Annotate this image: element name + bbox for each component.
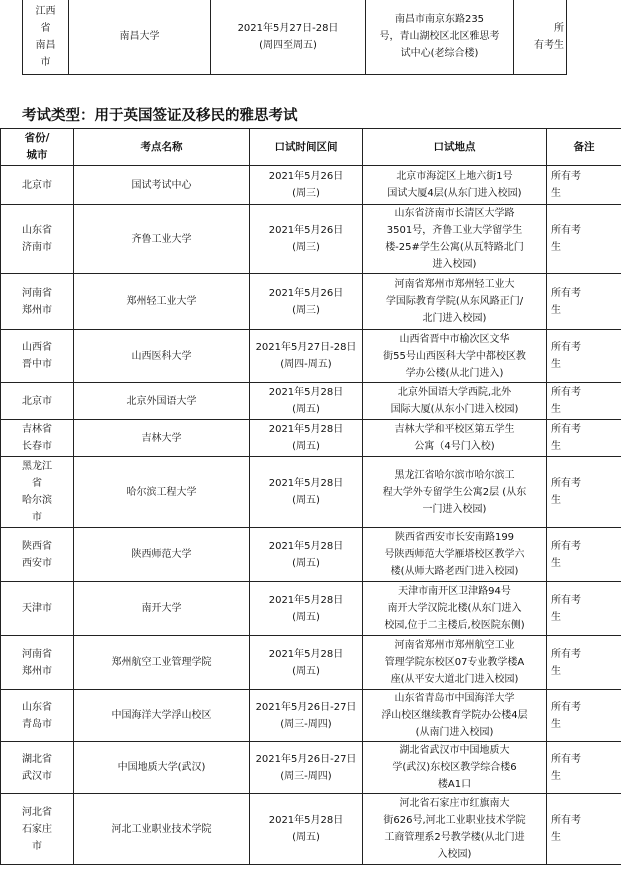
table-header-row <box>1 129 621 166</box>
venue-name-cell: 中国海洋大学浮山校区 <box>74 690 250 742</box>
city-cell: 陕西省 西安市 <box>1 528 74 582</box>
note-cell: 所有考 生 <box>547 457 621 528</box>
city-cell: 河北省 石家庄 市 <box>1 794 74 865</box>
city-cell: 北京市 <box>1 166 74 205</box>
previous-exam-table <box>22 0 567 75</box>
note-cell: 所有考 生 <box>547 166 621 205</box>
exam-location-cell: 南昌市南京东路235 号，青山湖校区北区雅思考 试中心(老综合楼) <box>366 0 514 75</box>
venue-name-cell: 北京外国语大学 <box>74 383 250 420</box>
city-cell: 湖北省 武汉市 <box>1 742 74 794</box>
exam-time-cell: 2021年5月28日 (周五) <box>250 636 363 690</box>
venue-name-cell: 南开大学 <box>74 582 250 636</box>
exam-location-cell: 北京市海淀区上地六街1号 国试大厦4层(从东门进入校园) <box>363 166 547 205</box>
exam-location-cell: 陕西省西安市长安南路199 号陕西师范大学雁塔校区教学六 楼(从师大路老西门进入校园) <box>363 528 547 582</box>
header-venue-name: 考点名称 <box>74 129 250 166</box>
exam-time-cell: 2021年5月28日 (周五) <box>250 420 363 457</box>
exam-location-cell: 山东省青岛市中国海洋大学 浮山校区继续教育学院办公楼4层 (从南门进入校园) <box>363 690 547 742</box>
venue-name-cell: 吉林大学 <box>74 420 250 457</box>
city-cell: 天津市 <box>1 582 74 636</box>
exam-location-cell: 吉林大学和平校区第五学生 公寓（4号门入校) <box>363 420 547 457</box>
city-cell: 山西省 晋中市 <box>1 330 74 383</box>
city-cell: 河南省 郑州市 <box>1 636 74 690</box>
venue-name-cell: 中国地质大学(武汉) <box>74 742 250 794</box>
venue-name-cell: 南昌大学 <box>69 0 211 75</box>
venue-name-cell: 陕西师范大学 <box>74 528 250 582</box>
table-row <box>1 528 621 582</box>
city-cell: 河南省 郑州市 <box>1 274 74 330</box>
exam-time-cell: 2021年5月28日 (周五) <box>250 457 363 528</box>
exam-location-cell: 山东省济南市长清区大学路 3501号，齐鲁工业大学留学生 楼-25#学生公寓(从瓦特路北门 进入校园) <box>363 205 547 274</box>
exam-time-cell: 2021年5月28日 (周五) <box>250 528 363 582</box>
note-cell: 所有考 生 <box>547 794 621 865</box>
note-cell: 所有考 生 <box>547 582 621 636</box>
table-row <box>1 330 621 383</box>
table-row <box>1 742 621 794</box>
header-note: 备注 <box>547 129 621 166</box>
header-city: 省份/ 城市 <box>1 129 74 166</box>
exam-location-cell: 北京外国语大学西院,北外 国际大厦(从东小门进入校园) <box>363 383 547 420</box>
exam-time-cell: 2021年5月28日 (周五) <box>250 582 363 636</box>
table-row <box>1 420 621 457</box>
table-row <box>1 383 621 420</box>
note-cell: 所 有考生 <box>514 0 567 75</box>
exam-location-cell: 湖北省武汉市中国地质大 学(武汉)东校区教学综合楼6 楼A1口 <box>363 742 547 794</box>
exam-time-cell: 2021年5月28日 (周五) <box>250 383 363 420</box>
table-row <box>23 0 567 75</box>
exam-location-cell: 河南省郑州市郑州轻工业大 学国际教育学院(从东风路正门/ 北门进入校园) <box>363 274 547 330</box>
exam-time-cell: 2021年5月28日 (周五) <box>250 794 363 865</box>
exam-venue-table <box>0 128 621 865</box>
venue-name-cell: 郑州航空工业管理学院 <box>74 636 250 690</box>
section-title: 考试类型：用于英国签证及移民的雅思考试 <box>22 107 298 124</box>
city-cell: 山东省 济南市 <box>1 205 74 274</box>
table-row <box>1 582 621 636</box>
venue-name-cell: 河北工业职业技术学院 <box>74 794 250 865</box>
venue-name-cell: 郑州轻工业大学 <box>74 274 250 330</box>
table-row <box>1 166 621 205</box>
city-cell: 黑龙江 省 哈尔滨 市 <box>1 457 74 528</box>
note-cell: 所有考 生 <box>547 742 621 794</box>
exam-time-cell: 2021年5月26日 (周三) <box>250 166 363 205</box>
venue-name-cell: 哈尔滨工程大学 <box>74 457 250 528</box>
note-cell: 所有考 生 <box>547 330 621 383</box>
exam-time-cell: 2021年5月26日 (周三) <box>250 274 363 330</box>
venue-name-cell: 国试考试中心 <box>74 166 250 205</box>
exam-time-cell: 2021年5月27日-28日 (周四-周五) <box>250 330 363 383</box>
exam-location-cell: 天津市南开区卫津路94号 南开大学汉院北楼(从东门进入 校园,位于二主楼后,校医院东侧) <box>363 582 547 636</box>
note-cell: 所有考 生 <box>547 274 621 330</box>
city-cell: 山东省 青岛市 <box>1 690 74 742</box>
note-cell: 所有考 生 <box>547 690 621 742</box>
note-cell: 所有考 生 <box>547 383 621 420</box>
table-row <box>1 794 621 865</box>
table-row <box>1 690 621 742</box>
city-cell: 江西 省 南昌 市 <box>23 0 69 75</box>
exam-time-cell: 2021年5月27日-28日 (周四至周五) <box>211 0 366 75</box>
venue-name-cell: 山西医科大学 <box>74 330 250 383</box>
table-row <box>1 636 621 690</box>
venue-name-cell: 齐鲁工业大学 <box>74 205 250 274</box>
note-cell: 所有考 生 <box>547 205 621 274</box>
exam-time-cell: 2021年5月26日-27日 (周三-周四) <box>250 742 363 794</box>
city-cell: 北京市 <box>1 383 74 420</box>
table-row <box>1 457 621 528</box>
table-row <box>1 205 621 274</box>
table-row <box>1 274 621 330</box>
header-exam-location: 口试地点 <box>363 129 547 166</box>
exam-location-cell: 河北省石家庄市红旗南大 街626号,河北工业职业技术学院 工商管理系2号教学楼(从北门进 入校园) <box>363 794 547 865</box>
exam-time-cell: 2021年5月26日-27日 (周三-周四) <box>250 690 363 742</box>
exam-location-cell: 山西省晋中市榆次区文华 街55号山西医科大学中都校区教 学办公楼(从北门进入) <box>363 330 547 383</box>
exam-location-cell: 河南省郑州市郑州航空工业 管理学院东校区07专业教学楼A 座(从平安大道北门进入校园) <box>363 636 547 690</box>
note-cell: 所有考 生 <box>547 636 621 690</box>
header-exam-time: 口试时间区间 <box>250 129 363 166</box>
note-cell: 所有考 生 <box>547 420 621 457</box>
exam-location-cell: 黑龙江省哈尔滨市哈尔滨工 程大学外专留学生公寓2层 (从东 一门进入校园) <box>363 457 547 528</box>
city-cell: 吉林省 长春市 <box>1 420 74 457</box>
exam-time-cell: 2021年5月26日 (周三) <box>250 205 363 274</box>
note-cell: 所有考 生 <box>547 528 621 582</box>
